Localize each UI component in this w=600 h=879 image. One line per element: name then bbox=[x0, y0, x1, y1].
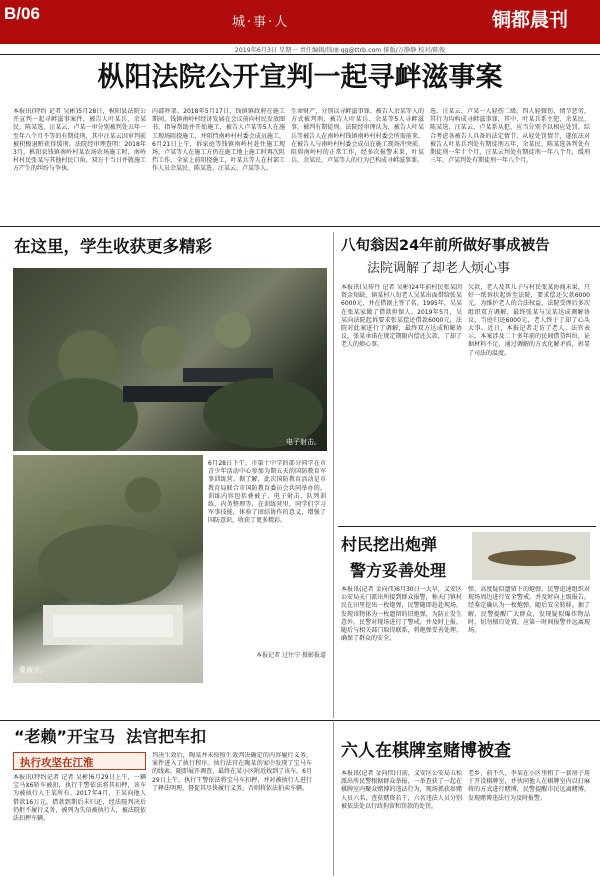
caption-shooting: 电子射击。 bbox=[286, 438, 321, 446]
a4-col1: 本报讯(记者 金向伟)6月30日一大早，义安区公安局天门派出所接到群众报警，称天门镇村民在田里挖出一枚炮弹，民警随即赶赴现场，发现该物体为一枚遗留的旧炮弹，为防止发生意外，民警对现场进行了警戒，并及时上报，随后与相关部门取得联系，将炮弹妥善处理，确保了群众的安全。 bbox=[341, 586, 462, 643]
caption-quilts: 叠被子。 bbox=[19, 666, 47, 674]
bottom-column-separator bbox=[333, 722, 334, 876]
mid-column-separator bbox=[333, 232, 334, 718]
masthead-rule bbox=[0, 54, 600, 55]
a6-col2: 老乡，前不久，李某在小区里租了一套房子用于开设棋牌室，并伙同他人在棋牌室内以打麻将的方式进行赌博，民警提醒市民远离赌博，发现赌博违法行为及时报警。 bbox=[468, 770, 590, 802]
a5-col2: 判决生效后，陶某并未按照生效判决确定的内容履行义务，案件进入了执行程序。执行法官在陶某的家中发现了宝马车的线索，随即展开调查，最终在某小区附近找到了该车，6月29日上午，执行干警依法将宝马车扣押，并对被执行人进行了释法明理，督促其尽快履行义务，否则将依法拍卖车辆。 bbox=[152, 752, 312, 792]
masthead bbox=[0, 0, 600, 44]
dateline: 2019年6月3日 星期一 责任编辑/钱丽 qg@ttrb.com 排版/万静静 校对/陈俊 bbox=[234, 47, 446, 54]
a3-bottom-rule bbox=[338, 526, 596, 527]
a3-col1: 本报讯(吴传丹 记者 吴彬)24年前村民张某因资金短缺，镇某村八旬老人吴某出面借给张某6000元，并在借据上签了名。1995年，吴某在张某家做了借款担保人。2019年5月，吴某向法院起诉要求张某偿还借款6000元，法院对此案进行了调解，最终双方达成和解协议，张某承诺在规定期限内偿还欠款，了却了老人的烦心事。 bbox=[341, 284, 462, 349]
paper-name: 铜都晨刊 bbox=[492, 9, 569, 31]
a1-bottom-rule bbox=[0, 226, 600, 227]
photo-electronic-shooting bbox=[13, 268, 327, 451]
a5-col1: 本报讯(特约记者 记者 吴彬)6月29日上午，一辆宝马X6轿车被扣，执行干警依法将其扣押，该车为被执行人王某所有。2017年4月，王某向他人借款16万元，借款到期后未归还，经法院判决后仍拒不履行义务，被列为失信被执行人，被法院依法扣押车辆。 bbox=[13, 774, 146, 823]
a1-col2: 内部吵架。2018年5月17日，钱镇镇政府在施工期间，钱镇南岭村经济发展在会议前向村民发放图书、指导帮助并开始施工，被告人卢某等5人在施工现场阻挠施工，并阻挡南岭村村委会成员施工，6月21日上午，诉家庭等钱镇南岭村赶往施工现场，卢某等人在施工方仍在施工地上施工时再次阻挡工作，全家上前阻挠施工，叶某兵等人在村部工作人员余某民、陈某选、汪某云、卢某等人。 bbox=[152, 108, 285, 173]
section-title: 城·事·人 bbox=[232, 15, 290, 30]
photo-shell bbox=[472, 532, 590, 580]
a4-col2: 弹，高度疑似遗留下的炮弹，民警迅速组织对现场周边进行安全警戒，并及时向上级报告。经鉴定确认为一枚炮弹，随后安全转移。据了解，民警提醒广大群众，发现疑似爆炸物品时，切勿擅自处置，应第一时间报警并远离现场。 bbox=[468, 586, 590, 635]
lower-section-rule bbox=[0, 720, 600, 721]
page-number: B/06 bbox=[4, 4, 40, 23]
a5-banner bbox=[13, 752, 146, 770]
a2-headline: 在这里，学生收获更多精彩 bbox=[14, 237, 212, 256]
shooting-photo-art bbox=[13, 268, 327, 451]
quilts-photo-art bbox=[13, 455, 203, 683]
a3-subhead: 法院调解了却老人烦心事 bbox=[367, 261, 511, 276]
a3-col2: 欠款，老人及其儿子与村民张某协商未果，只好一纸诉状起诉至法院，要求偿还欠款6000元。为维护老人的合法权益，法院受理后多次组织双方调解，最终张某与吴某达成调解协议，当庭归还6000元，老人终于了却了心头大事。近日，本报记者走访了老人。法官表示，本案涉及二十多年前的民间借贷纠纷，证据材料不足，通过调解的方式化解矛盾，彰显了司法的温度。 bbox=[468, 284, 590, 357]
a2-body: 6月28日下午，市第十中学的部分同学在市青少年活动中心参加为期五天的国防教育军事训练营。据了解，此次国防教育活动是市教育局联合市国防教育委员会共同举办的，训练内容包括叠被子、电子射击、队列训练、内务整理等，在训练营里，同学们学习军事技能，体验了团结协作的意义，增强了国防意识，收获了更多精彩。 bbox=[208, 460, 326, 525]
a2-credit: 本报记者 过往宁 摄影报道 bbox=[256, 652, 326, 659]
photo-folding-quilts bbox=[13, 455, 203, 683]
a1-col1: 本报讯(特约 记者 吴彬)5月28日，枞阳县法院公开宣判一起寻衅滋事案件，被告人叶某兵、余某民、陈某选、汪某云、卢某一审分别被判处五年一至年八个月不等的有期徒刑，其中汪某云因审判前被积极退赃获得缓刑。法院经审理查明：2018年3月，枞阳县钱镇南岭村某农场农场施工时，南岭村村民张某与其他村民口角，双方于当日并就施工方产生的纠纷与争执。 bbox=[13, 108, 146, 173]
a1-headline: 枞阳法院公开宣判一起寻衅滋事案 bbox=[97, 62, 503, 93]
a6-col1: 本报讯(记者 金向伟)日前，义安区公安局五松派出所民警根据群众举报，一举查获了一起在棋牌室内聚众赌博的违法行为，现场抓获参赌人员六名，查获赌资若干，六名违法人员分别被依法处以行政拘留和罚款的处罚。 bbox=[341, 770, 462, 810]
shell-photo-art bbox=[472, 532, 590, 580]
a6-headline: 六人在棋牌室赌博被查 bbox=[341, 741, 511, 761]
a5-banner-text: 执行攻坚在江淮 bbox=[20, 757, 94, 769]
a4-headline-line2: 警方妥善处理 bbox=[350, 561, 447, 580]
a1-col4: 选、汪某云、卢某一人轻伤二级、四人轻微伤，情节恶劣，其行为均构成寻衅滋事罪，其中，叶某兵系主犯、余某民、陈某选、汪某云、卢某系从犯，应当分别予以相应处罚。综合考虑各被告人具备的法定情节，从轻处罚情节，遂依法对被告人叶某兵判处有期徒刑五年，余某民、陈某选各判处有期徒刑一年十个月，汪某云判处有期徒刑一年八个月，缓刑三年，卢某判处有期徒刑一年八个月。 bbox=[430, 108, 590, 165]
a3-headline: 八旬翁因24年前所做好事成被告 bbox=[341, 238, 550, 254]
a4-headline-line1: 村民挖出炮弹 bbox=[341, 535, 438, 554]
a5-headline: “老赖”开宝马 法官把车扣 bbox=[14, 727, 207, 746]
a1-col3: 生命财产，分别以寻衅滋事罪、被告人余某等人的方式被判刑，被告人叶某兵、余某等5人寻衅滋事，被判有期徒刑。法院经审理认为，被告人叶某兵等被告人在南岭村钱镇南岭村村委会所需前来，在被告人与南岭村村委会成员在施工现场冲突前，阻碍南岭村的正常工作，经多次报警未果，叶某兵、余某民、卢某等人的行为已构成寻衅滋事罪。 bbox=[291, 108, 424, 165]
